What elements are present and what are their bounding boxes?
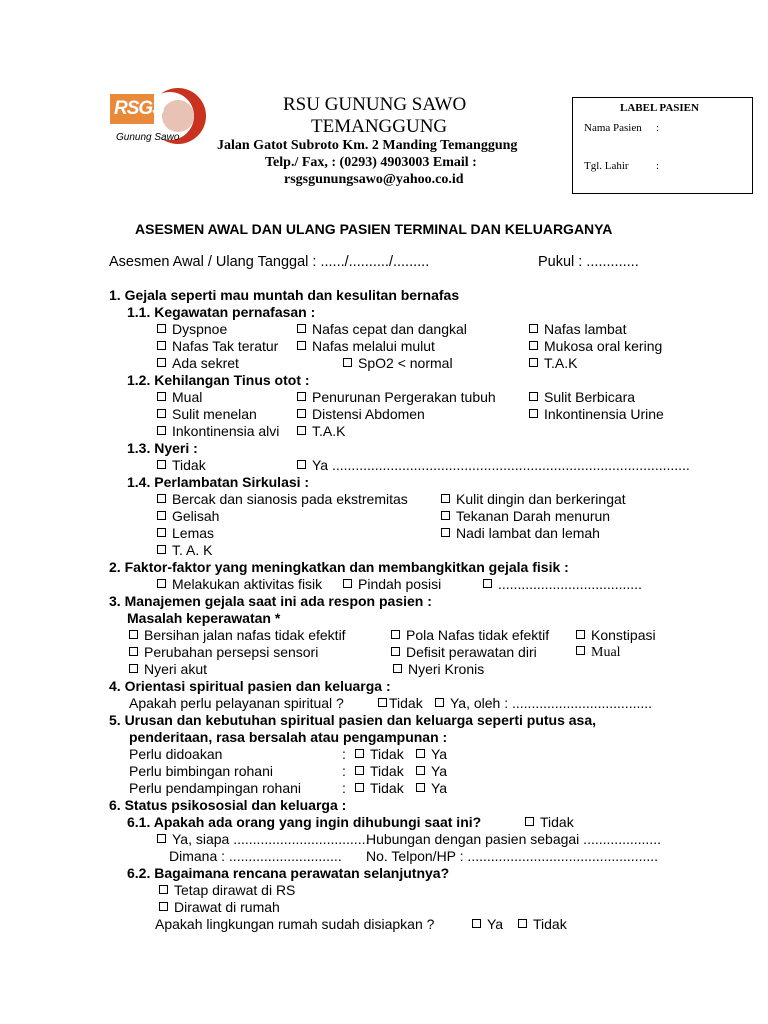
option-mual-3[interactable]: Mual [576,644,621,661]
option-sulit-menelan[interactable]: Sulit menelan [157,406,257,423]
date-field[interactable]: Asesmen Awal / Ulang Tanggal : ....../........../......... [109,254,430,270]
checkbox[interactable] [441,528,450,537]
option-tak-1-1[interactable]: T.A.K [529,355,577,372]
option-nyeri-ya[interactable]: Ya ............................................................................................ [297,457,690,474]
section-3-subtitle: Masalah keperawatan * [127,610,281,626]
section-1-3-title: 1.3. Nyeri : [127,440,198,456]
time-field[interactable]: Pukul : ............. [538,254,639,270]
checkbox[interactable] [378,698,387,707]
checkbox[interactable] [157,579,166,588]
option-pola-nafas[interactable]: Pola Nafas tidak efektif [391,627,549,644]
checkbox[interactable] [343,358,352,367]
option-nadi-lambat[interactable]: Nadi lambat dan lemah [441,525,600,542]
checkbox[interactable] [416,783,425,792]
checkbox[interactable] [297,324,306,333]
option-nafas-cepat[interactable]: Nafas cepat dan dangkal [297,321,467,338]
checkbox[interactable] [157,341,166,350]
option-pendampingan-ya[interactable]: Ya [416,780,447,797]
option-lainnya-2[interactable]: ..................................... [483,576,642,593]
option-inkontinensia-urine[interactable]: Inkontinensia Urine [529,406,664,423]
option-nafas-tak-teratur[interactable]: Nafas Tak teratur [157,338,278,355]
option-kulit-dingin[interactable]: Kulit dingin dan berkeringat [441,491,626,508]
row-sep: : [342,763,346,779]
checkbox[interactable] [157,834,166,843]
checkbox[interactable] [435,698,444,707]
option-bersihan-jalan-nafas[interactable]: Bersihan jalan nafas tidak efektif [129,627,346,644]
checkbox[interactable] [355,766,364,775]
option-dyspnoe[interactable]: Dyspnoe [157,321,227,338]
option-defisit-perawatan[interactable]: Defisit perawatan diri [391,644,537,661]
form-title: ASESMEN AWAL DAN ULANG PASIEN TERMINAL DAN KELUARGANYA [135,221,613,237]
section-1-title: 1. Gejala seperti mau muntah dan kesulitan bernafas [109,287,460,303]
label-dob-sep: : [656,160,660,172]
option-inkontinensia-alvi[interactable]: Inkontinensia alvi [157,423,279,440]
option-mukosa-kering[interactable]: Mukosa oral kering [529,338,662,355]
checkbox[interactable] [129,664,138,673]
option-aktivitas-fisik[interactable]: Melakukan aktivitas fisik [157,576,322,593]
option-hubungi-ya[interactable]: Ya, siapa ................................... [157,831,369,848]
checkbox[interactable] [157,392,166,401]
checkbox[interactable] [529,341,538,350]
checkbox[interactable] [157,409,166,418]
section-1-1-title: 1.1. Kegawatan pernafasan : [127,304,316,320]
logo-text: RSGS [114,98,164,119]
checkbox[interactable] [297,341,306,350]
checkbox[interactable] [297,392,306,401]
checkbox[interactable] [343,579,352,588]
row-sep: : [342,746,346,762]
checkbox[interactable] [129,647,138,656]
checkbox[interactable] [472,919,481,928]
checkbox[interactable] [157,528,166,537]
section-1-2-title: 1.2. Kehilangan Tinus otot : [127,372,310,388]
checkbox[interactable] [441,494,450,503]
checkbox[interactable] [157,545,166,554]
option-spo2[interactable]: SpO2 < normal [343,355,453,372]
option-penurunan-gerak[interactable]: Penurunan Pergerakan tubuh [297,389,496,406]
option-lemas[interactable]: Lemas [157,525,214,542]
checkbox[interactable] [157,358,166,367]
row-label: Perlu bimbingan rohani [129,763,273,779]
section-3-title: 3. Manajemen gejala saat ini ada respon pasien : [109,593,432,609]
hospital-address: Jalan Gatot Subroto Km. 2 Manding Temanggung [217,138,518,153]
checkbox[interactable] [529,392,538,401]
logo-subtext: Gunung Sawo [116,132,180,143]
section-6-1-title: 6.1. Apakah ada orang yang ingin dihubungi saat ini? [127,814,482,830]
section-6-2-title: 6.2. Bagaimana rencana perawatan selanjutnya? [127,865,450,881]
checkbox[interactable] [529,409,538,418]
checkbox[interactable] [416,766,425,775]
checkbox[interactable] [297,426,306,435]
option-pindah-posisi[interactable]: Pindah posisi [343,576,441,593]
option-nyeri-akut[interactable]: Nyeri akut [129,661,207,678]
checkbox[interactable] [157,324,166,333]
option-spiritual-ya[interactable]: Ya, oleh : .................................... [435,695,652,712]
section-6-title: 6. Status psikososial dan keluarga : [109,797,347,813]
checkbox[interactable] [391,647,400,656]
option-rumah-tidak[interactable]: Tidak [518,916,567,933]
option-bercak-sianosis[interactable]: Bercak dan sianosis pada ekstremitas [157,491,408,508]
spiritual-question: Apakah perlu pelayanan spiritual ? [129,695,344,711]
label-box-title: LABEL PASIEN [620,102,699,114]
hospital-name: RSU GUNUNG SAWO [283,94,467,115]
checkbox[interactable] [129,630,138,639]
row-sep: : [342,780,346,796]
hospital-email: rsgsgunungsawo@yahoo.co.id [284,172,464,187]
checkbox[interactable] [355,749,364,758]
option-dirawat-rs[interactable]: Tetap dirawat di RS [159,882,295,899]
patient-label-box [572,97,753,194]
option-nafas-mulut[interactable]: Nafas melalui mulut [297,338,435,355]
checkbox[interactable] [518,919,527,928]
checkbox[interactable] [441,511,450,520]
phone-field[interactable]: No. Telpon/HP : ................................................. [366,848,659,864]
checkbox[interactable] [157,426,166,435]
checkbox[interactable] [529,358,538,367]
label-name: Nama Pasien [584,122,642,134]
option-dirawat-rumah[interactable]: Dirawat di rumah [159,899,280,916]
checkbox[interactable] [576,646,585,655]
option-gelisah[interactable]: Gelisah [157,508,219,525]
label-dob: Tgl. Lahir [584,160,629,172]
option-tak-1-2[interactable]: T.A.K [297,423,345,440]
checkbox[interactable] [391,630,400,639]
section-5-title-2: penderitaan, rasa bersalah atau pengampunan : [129,729,448,745]
hospital-logo [108,86,212,154]
row-label: Perlu pendampingan rohani [129,780,302,796]
checkbox[interactable] [416,749,425,758]
address-field[interactable]: Dimana : ............................. [169,848,342,864]
checkbox[interactable] [159,902,168,911]
option-distensi-abdomen[interactable]: Distensi Abdomen [297,406,425,423]
section-4-title: 4. Orientasi spiritual pasien dan keluarga : [109,678,391,694]
option-konstipasi[interactable]: Konstipasi [576,627,656,644]
relationship-field[interactable]: Hubungan dengan pasien sebagai .................... [366,831,661,847]
checkbox[interactable] [159,885,168,894]
section-2-title: 2. Faktor-faktor yang meningkatkan dan membangkitkan gejala fisik : [109,559,569,575]
checkbox[interactable] [576,630,585,639]
section-5-title-1: 5. Urusan dan kebutuhan spiritual pasien dan keluarga seperti putus asa, [109,712,597,728]
option-ada-sekret[interactable]: Ada sekret [157,355,239,372]
label-name-sep: : [656,122,660,134]
option-persepsi-sensori[interactable]: Perubahan persepsi sensori [129,644,318,661]
checkbox[interactable] [157,460,166,469]
option-sulit-berbicara[interactable]: Sulit Berbicara [529,389,635,406]
checkbox[interactable] [297,460,306,469]
option-hubungi-tidak[interactable]: Tidak [525,814,574,831]
option-nyeri-tidak[interactable]: Tidak [157,457,206,474]
checkbox[interactable] [297,409,306,418]
hospital-city: TEMANGGUNG [311,116,448,137]
section-1-4-title: 1.4. Perlambatan Sirkulasi : [127,474,310,490]
checkbox[interactable] [529,324,538,333]
home-ready-question: Apakah lingkungan rumah sudah disiapkan ? [155,916,435,932]
option-nafas-lambat[interactable]: Nafas lambat [529,321,626,338]
option-didoakan-ya[interactable]: Ya [416,746,447,763]
option-pendampingan-tidak[interactable]: Tidak [355,780,404,797]
option-mual[interactable]: Mual [157,389,202,406]
option-bimbingan-ya[interactable]: Ya [416,763,447,780]
checkbox[interactable] [355,783,364,792]
option-tak-1-4[interactable]: T. A. K [157,542,212,559]
row-label: Perlu didoakan [129,746,223,762]
checkbox[interactable] [483,579,492,588]
option-nyeri-kronis[interactable]: Nyeri Kronis [393,661,484,678]
checkbox[interactable] [525,817,534,826]
option-bimbingan-tidak[interactable]: Tidak [355,763,404,780]
option-rumah-ya[interactable]: Ya [472,916,503,933]
checkbox[interactable] [393,664,402,673]
hospital-phone: Telp./ Fax, : (0293) 4903003 Email : [265,155,477,170]
option-didoakan-tidak[interactable]: Tidak [355,746,404,763]
option-spiritual-tidak[interactable]: Tidak [378,695,423,712]
checkbox[interactable] [157,494,166,503]
checkbox[interactable] [157,511,166,520]
option-tekanan-darah[interactable]: Tekanan Darah menurun [441,508,610,525]
